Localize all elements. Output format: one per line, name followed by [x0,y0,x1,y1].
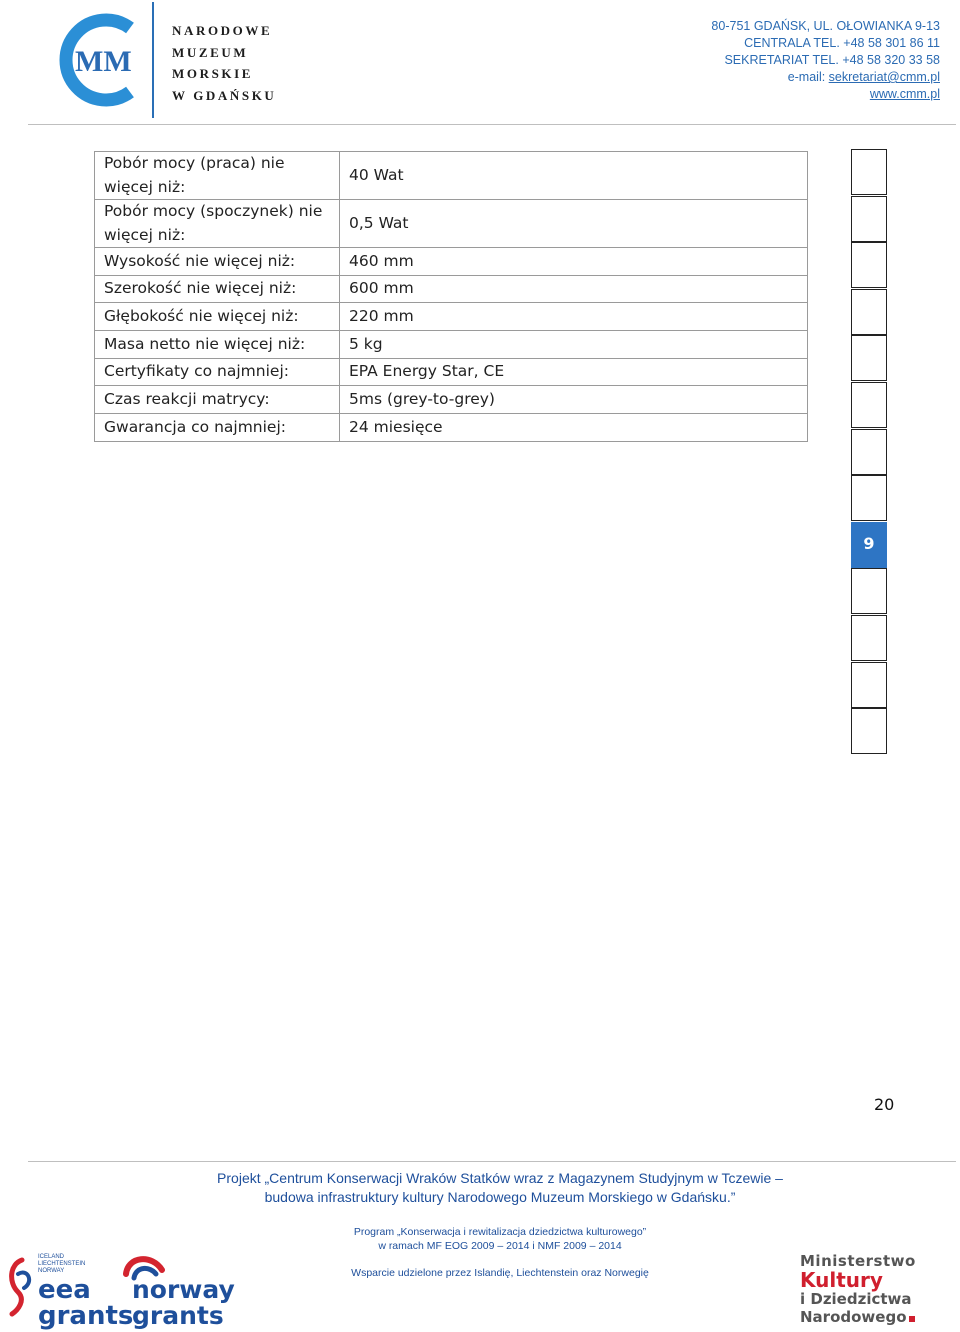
eea-grants-logo [8,1252,134,1331]
spec-label: Masa netto nie więcej niż: [95,331,340,359]
email-label: e-mail: [787,70,829,84]
spec-label: Szerokość nie więcej niż: [95,275,340,303]
email-line [711,69,940,86]
norway-word: norway [132,1275,235,1304]
table-row [95,303,808,331]
index-box [851,289,887,335]
index-box-active [851,522,887,568]
ministry-dot-icon [909,1316,915,1322]
index-box [851,196,887,242]
header-divider [28,124,956,125]
address: 80-751 GDAŃSK, UL. OŁOWIANKA 9-13 [711,19,940,33]
spec-label: Czas reakcji matrycy: [95,386,340,414]
logo-divider [152,2,154,118]
index-box [851,382,887,428]
spec-label: Pobór mocy (spoczynek) nie więcej niż: [95,200,340,248]
support-note: Wsparcie udzielone przez Islandię, Liechtenstein oraz Norwegię [351,1267,649,1279]
website-link[interactable]: www.cmm.pl [869,87,940,101]
spec-label: Wysokość nie więcej niż: [95,248,340,276]
table-row [95,152,808,200]
ministry-line: Ministerstwo [800,1252,916,1270]
museum-name-line: MORSKIE [172,66,254,81]
program-title [200,1225,800,1253]
index-box [851,149,887,195]
spec-value: 40 Wat [340,152,808,200]
museum-name-line: W GDAŃSKU [172,87,277,103]
spec-value: EPA Energy Star, CE [340,358,808,386]
museum-name-line: NARODOWE [172,23,273,38]
ministry-line: Narodowego [800,1308,907,1326]
index-box [851,662,887,708]
spec-value: 460 mm [340,248,808,276]
email-link[interactable]: sekretariat@cmm.pl [828,70,940,84]
table-row [95,200,808,248]
program-line: w ramach MF EOG 2009 – 2014 i NMF 2009 – 2014 [378,1240,622,1252]
footer-divider [28,1161,956,1162]
table-row [95,275,808,303]
spec-label: Gwarancja co najmniej: [95,414,340,442]
museum-name [172,20,276,106]
project-line: Projekt „Centrum Konserwacji Wraków Statków wraz z Magazynem Studyjnym w Tczewie – [217,1170,783,1186]
spec-label: Certyfikaty co najmniej: [95,358,340,386]
spec-value: 220 mm [340,303,808,331]
index-box [851,429,887,475]
ministry-line-last [800,1308,950,1326]
page-number: 20 [874,1095,895,1114]
secretariat-phone: SEKRETARIAT TEL. +48 58 320 33 58 [724,53,940,67]
eea-country: NORWAY [38,1268,65,1274]
central-phone: CENTRALA TEL. +48 58 301 86 11 [744,36,940,50]
index-box-number: 9 [863,533,875,553]
spec-value: 0,5 Wat [340,200,808,248]
index-box [851,568,887,614]
index-box [851,335,887,381]
ministry-logo [800,1252,950,1326]
spec-value: 5ms (grey-to-grey) [340,386,808,414]
table-row [95,248,808,276]
eea-word: eea [38,1275,91,1305]
table-row [95,331,808,359]
index-box [851,242,887,288]
program-line: Program „Konserwacja i rewitalizacja dziedzictwa kulturowego” [353,1226,647,1238]
museum-name-line: MUZEUM [172,44,249,60]
project-line: budowa infrastruktury kultury Narodowego Muzeum Morskiego w Gdańsku.” [264,1189,736,1205]
spec-label: Pobór mocy (praca) nie więcej niż: [95,152,340,200]
page-index-boxes [851,149,887,755]
project-title [150,1169,850,1207]
table-row [95,414,808,442]
spec-value: 600 mm [340,275,808,303]
table-row [95,358,808,386]
grants-word: grants [38,1301,134,1331]
ministry-line: Kultury [800,1268,883,1292]
index-box [851,708,887,754]
spec-value: 24 miesięce [340,414,808,442]
cmm-logo [52,14,142,106]
table-row [95,386,808,414]
grants-word: grants [132,1301,224,1330]
eea-country: LIECHTENSTEIN [38,1261,86,1267]
ministry-line: i Dziedzictwa [800,1290,912,1308]
spec-label: Głębokość nie więcej niż: [95,303,340,331]
spec-table [94,151,808,442]
norway-grants-logo [122,1252,234,1330]
contact-block [711,18,940,103]
logo-letters: MM [75,45,132,78]
index-box [851,615,887,661]
spec-value: 5 kg [340,331,808,359]
index-box [851,475,887,521]
eea-country: ICELAND [38,1254,65,1260]
